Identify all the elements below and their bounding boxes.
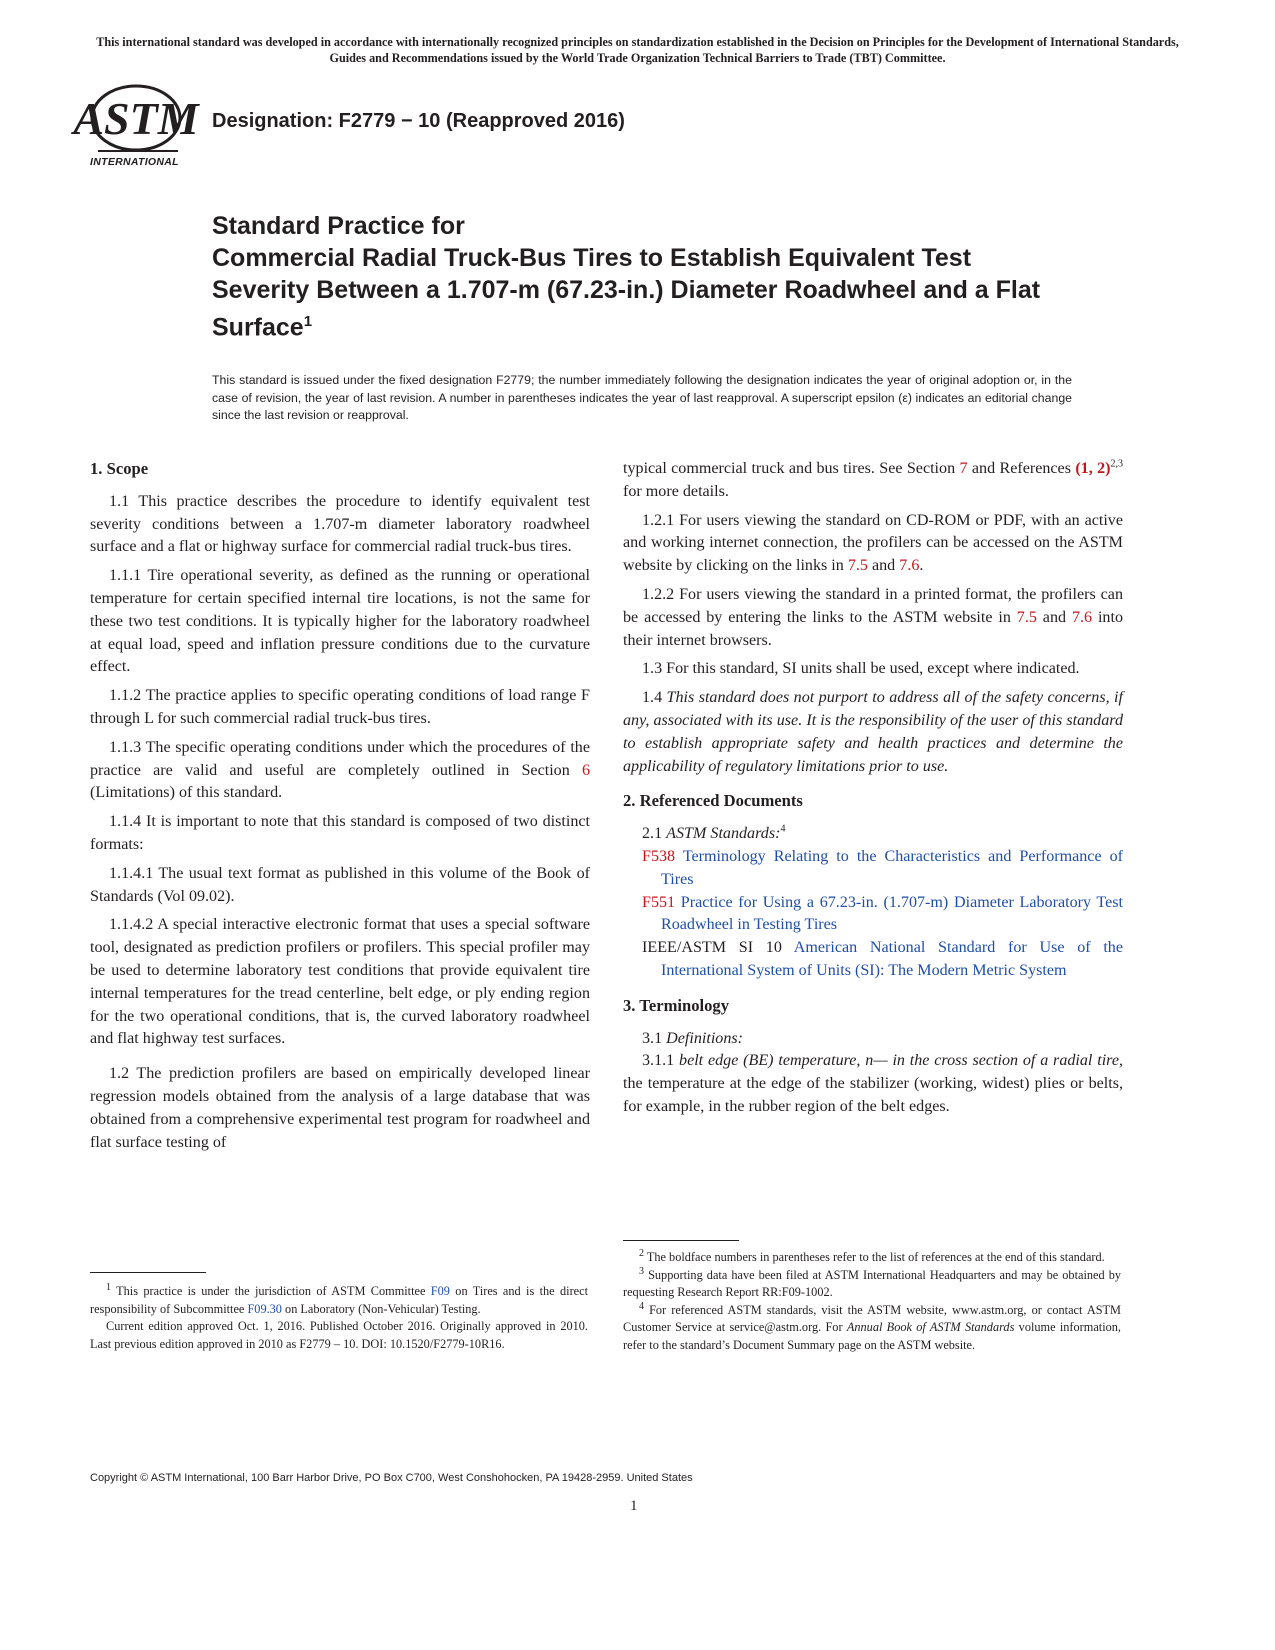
para-2-1: 2.1 ASTM Standards:$^4$ (642, 823, 786, 843)
link-7-6-printed[interactable]: 7.6 (1071, 608, 1093, 626)
logo-wordmark: INTERNATIONAL (90, 156, 179, 168)
para-1-1-1: 1.1.1 Tire operational severity, as defined as the running or operational temperature for certain specified internal tire locations, is not the same for these two test conditions. It is typically higher for the laboratory roadwheel at equal load, speed and inflation pressure conditions due to the curvature effect. (90, 567, 590, 676)
para-1-1-4-1: 1.1.4.1 The usual text format as published in this volume of the Book of Standards (Vol 09.02). (90, 864, 590, 905)
link-references[interactable]: (1, 2) (1075, 460, 1111, 477)
issued-note: This standard is issued under the fixed designation F2779; the number immediately following the designation indicates the year of original adoption or, in the case of revision, the year of last revision. A number in parentheses indicates the year of last reapproval. A superscript epsilon (ε) indicates an editorial change since the last revision or reapproval. (212, 373, 1072, 422)
para-1-2-1: 1.2.1 For users viewing the standard on CD-ROM or PDF, with an active and working internet connection, the profilers can be accessed on the ASTM website by clicking on the links in 7.5 and 7.6. (623, 511, 1123, 575)
left-column (90, 458, 590, 1160)
para-1-1-4: 1.1.4 It is important to note that this standard is composed of two distinct formats: (90, 813, 590, 853)
svg-text:ASTM: ASTM (73, 93, 199, 144)
reference-f538 (623, 846, 1123, 892)
link-f538[interactable]: F538 (642, 847, 676, 865)
para-1-4: 1.4 This standard does not purport to address all of the safety concerns, if any, associated with its use. It is the responsibility of the user of this standard to establish appropriate safety and health practices and determine the applicability of regulatory limitations prior to use. (623, 689, 1123, 775)
terminology-heading: 3. Terminology (623, 995, 730, 1015)
footnote-4: $^4$ For referenced ASTM standards, visit the ASTM website, www.astm.org, or contact ASTM Customer Service at service@astm.org. For Annual Book of ASTM Standards volume information, refer to the standard’s Document Summary page on the ASTM website. (623, 1300, 1121, 1352)
para-3-1: 3.1 Definitions: (642, 1029, 744, 1047)
footnote-3: $^3$ Supporting data have been filed at ASTM International Headquarters and may be obtained by requesting Research Report RR:F09-1002. (623, 1265, 1121, 1299)
astm-logo (73, 82, 200, 174)
reference-f551 (623, 892, 1123, 938)
link-subcommittee-f0930[interactable]: F09.30 (247, 1301, 282, 1316)
para-1-1-4-2: 1.1.4.2 A special interactive electronic format that uses a special software tool, designated as prediction profilers or profilers. This special profiler may be used to determine laboratory test conditions that provide equivalent tire internal temperatures for the tread centerline, belt edge, or ply ending region for the two operational conditions, that is, the curved laboratory roadwheel and flat highway test surfaces. (90, 916, 590, 1048)
copyright: Copyright © ASTM International, 100 Barr Harbor Drive, PO Box C700, West Conshohocken, PA 19428-2959. United States (90, 1472, 693, 1484)
page-number: 1 (630, 1498, 638, 1514)
link-section-7[interactable]: 7 (959, 460, 968, 477)
footnote-rule-left (90, 1272, 206, 1273)
footnote-2: $^2$ The boldface numbers in parentheses refer to the list of references at the end of this standard. (639, 1247, 1105, 1264)
link-f538-title[interactable]: Terminology Relating to the Characteristics and Performance of Tires (661, 847, 1124, 888)
footnote-1: $^1$ This practice is under the jurisdiction of ASTM Committee F09 on Tires and is the direct responsibility of Subcommittee F09.30 on Laboratory (Non-Vehicular) Testing. (90, 1281, 588, 1316)
para-1-2-continued: typical commercial truck and bus tires. See Section 7 and References (1, 2)$^{2,3}$ for more details. (623, 458, 1124, 500)
title-line-1: Standard Practice for (212, 212, 465, 240)
para-1-1-2: 1.1.2 The practice applies to specific operating conditions of load range F through L for such commercial radial truck-bus tires. (90, 687, 590, 727)
link-7-6[interactable]: 7.6 (899, 557, 920, 575)
footnotes-right (623, 1249, 1121, 1354)
para-1-3: 1.3 For this standard, SI units shall be used, except where indicated. (642, 660, 1080, 678)
footnote-1-edition: Current edition approved Oct. 1, 2016. Published October 2016. Originally approved in 2010. Last previous edition approved in 2010 as F2779 – 10. DOI: 10.1520/F2779-10R16. (90, 1319, 588, 1351)
right-column (623, 458, 1123, 1125)
link-si10-title[interactable]: American National Standard for Use of the International System of Units (SI): The Modern Metric System (661, 939, 1123, 979)
link-7-5-printed[interactable]: 7.5 (1016, 608, 1037, 626)
para-1-1: 1.1 This practice describes the procedure to identify equivalent test severity conditions between a 1.707-m diameter laboratory roadwheel surface and a flat or highway surface for commercial radial truck-bus tires. (90, 492, 590, 556)
link-7-5[interactable]: 7.5 (847, 557, 868, 575)
scope-heading: 1. Scope (90, 459, 149, 478)
para-1-2-2: 1.2.2 For users viewing the standard in a printed format, the profilers can be accessed by entering the links to the ASTM website in 7.5 and 7.6 into their internet browsers. (623, 585, 1123, 649)
para-1-2: 1.2 The prediction profilers are based on empirically developed linear regression models obtained from the analysis of a large database that was obtained from a comprehensive experimental test program for roadwheel and flat surface testing of (90, 1065, 590, 1151)
footnote-rule-right (623, 1240, 739, 1241)
para-1-1-3: 1.1.3 The specific operating conditions under which the procedures of the practice are valid and useful are completely outlined in Section 6 (Limitations) of this standard. (90, 738, 590, 802)
para-3-1-1: 3.1.1 belt edge (BE) temperature, n— in the cross section of a radial tire, the temperature at the edge of the stabilizer (working, widest) plies or belts, for example, in the rubber region of the belt edges. (623, 1052, 1124, 1115)
title-main: Commercial Radial Truck-Bus Tires to Establish Equivalent Test Severity Between a 1.707-m (67.23-in.) Diameter Roadwheel and a Flat Surface$^1$ (212, 244, 1041, 342)
document-title (212, 210, 1072, 343)
referenced-documents-heading: 2. Referenced Documents (623, 791, 803, 811)
title-footnote-mark: 1 (303, 313, 313, 330)
link-f551-title[interactable]: Practice for Using a 67.23-in. (1.707-m) Diameter Laboratory Test Roadwheel in Testing Tires (661, 893, 1123, 934)
link-f551[interactable]: F551 (642, 893, 676, 911)
reference-si10: IEEE/ASTM SI 10 American National Standard for Use of the International System of Units (SI): The Modern Metric System (642, 939, 1123, 979)
designation: Designation: F2779 − 10 (Reapproved 2016) (212, 110, 625, 132)
wto-notice: This international standard was developed in accordance with internationally recognized principles on standardization established in the Decision on Principles for the Development of International Standards, Guides and Recommendations issued by the World Trade Organization Technical Barriers to Trade (TBT) Committee. (96, 35, 1179, 65)
link-section-6[interactable]: 6 (581, 761, 590, 779)
link-committee-f09[interactable]: F09 (430, 1284, 450, 1298)
footnotes-left (90, 1283, 588, 1353)
